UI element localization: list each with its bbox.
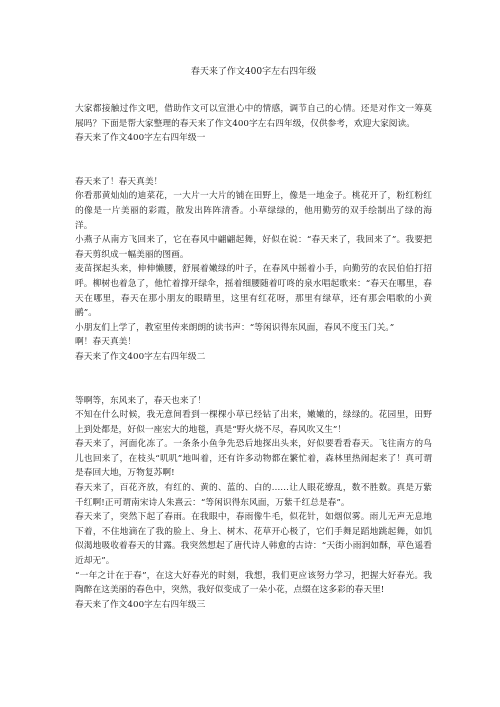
paragraph: 小朋友们上学了，教室里传来朗朗的读书声：“等闲识得东风面，春风不度玉门关。” bbox=[75, 322, 395, 333]
paragraph: 春天来了，突然下起了春雨。在我眼中，春雨像牛毛，似花针，如烟似雾。雨儿无声无息地下着，不住地滴在了我的脸上、身上、树木、花草开心极了，它们手舞足蹈地跳起舞，如饥似渴地吸收着春天的甘露。我突然想起了唐代诗人韩愈的古诗：“天街小雨润如酥，草色遥看近却无”。 bbox=[75, 512, 432, 567]
paragraph: “一年之计在于春”，在这大好春光的时刻，我想，我们更应该努力学习，把握大好春光。我陶醉在这美丽的春色中，突然，我好似变成了一朵小花，点缀在这多彩的春天里! bbox=[75, 570, 432, 596]
section-heading: 春天来了作文400字左右四年级三 bbox=[75, 599, 206, 610]
section-heading: 春天来了作文400字左右四年级二 bbox=[75, 351, 206, 362]
paragraph: 等啊等，东风来了，春天也来了！ bbox=[75, 395, 207, 406]
paragraph: 小燕子从南方飞回来了，它在春风中翩翩起舞，好似在说：“春天来了，我回来了”。我要把春天剪织成一幅美丽的图画。 bbox=[75, 235, 432, 260]
section-spacer bbox=[75, 146, 432, 175]
paragraph: 不知在什么时候，我无意间看到一棵棵小草已经钻了出来，嫩嫩的，绿绿的。花园里，田野上到处都是，好似一座宏大的地毯，真是“野火烧不尽，春风吹又生”！ bbox=[75, 410, 432, 435]
intro-block bbox=[75, 102, 432, 131]
section-2 bbox=[75, 350, 432, 598]
document-title: 春天来了作文400字左右四年级 bbox=[190, 67, 317, 77]
paragraph: 你看那黄灿灿的迪菜花，一大片一大片的铺在田野上，像是一地金子。桃花开了，粉红粉红的像是一片美丽的彩霞，散发出阵阵清香。小草绿绿的，他用勤劳的双手绘制出了绿的海洋。 bbox=[75, 191, 432, 231]
section-3 bbox=[75, 598, 432, 613]
paragraph: 春天来了！春天真美！ bbox=[75, 176, 163, 187]
section-1 bbox=[75, 131, 432, 350]
section-heading: 春天来了作文400字左右四年级一 bbox=[75, 133, 206, 144]
paragraph: 春天来了，河面化冻了。一条条小鱼争先恐后地探出头来，好似要看看春天。飞往南方的鸟儿也回来了，在枝头“叽叽”地叫着，还有许多动物都在繁忙着，森林里热闹起来了！真可谓是春回大地，万物复苏啊! bbox=[75, 439, 432, 479]
intro-paragraph: 大家都接触过作文吧，借助作文可以宣泄心中的情感，调节自己的心情。还是对作文一筹莫展吗？下面是帮大家整理的春天来了作文400字左右四年级，仅供参考，欢迎大家阅读。 bbox=[75, 104, 432, 129]
paragraph: 麦苗探起头来，伸伸懒腰，舒展着嫩绿的叶子，在春风中摇着小手，向勤劳的农民伯伯打招呼。柳树也着急了，他忙着撑开绿伞，摇着细腰随着叮咚的泉水唱起歌来：“春天在哪里，春天在哪里，春天在那小朋友的眼睛里，这里有红花呀，那里有绿草，还有那会唱歌的小黄鹂”。 bbox=[75, 264, 432, 319]
section-spacer bbox=[75, 365, 432, 394]
paragraph: 春天来了，百花齐放，有红的、黄的、蓝的、白的……让人眼花缭乱，数不胜数。真是万紫千红啊!正可谓南宋诗人朱熹云：“等闲识得东风面，万紫千红总是春”。 bbox=[75, 483, 432, 508]
paragraph: 啊！春天真美！ bbox=[75, 337, 137, 348]
